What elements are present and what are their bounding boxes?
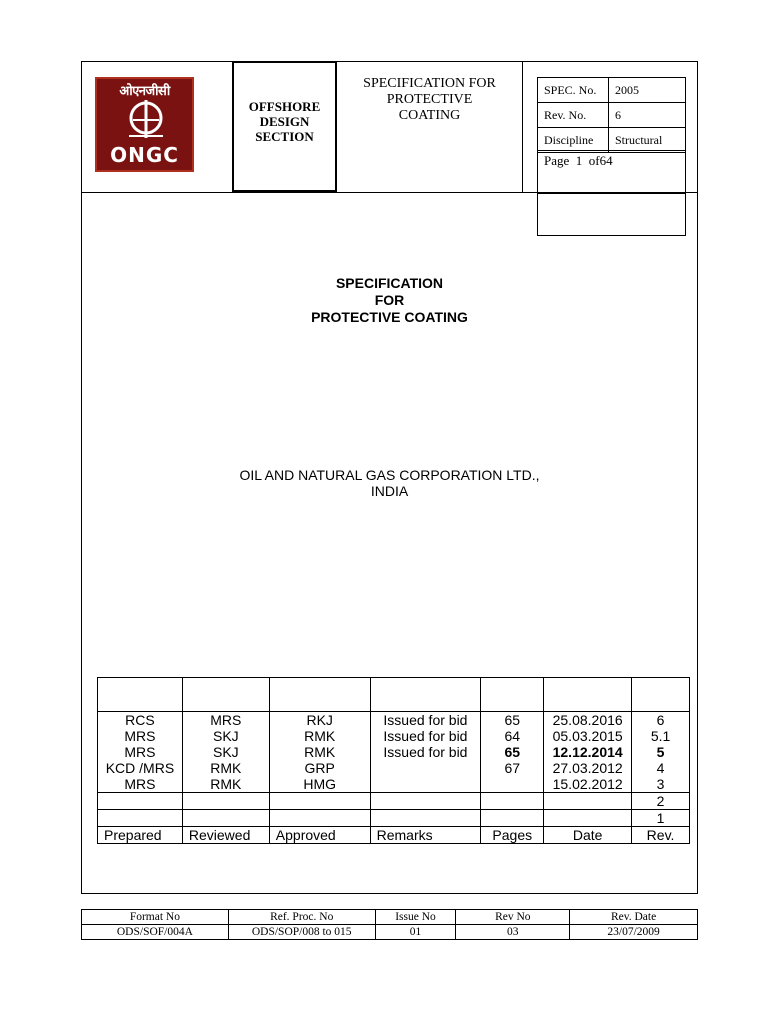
cell-pages	[481, 776, 544, 793]
cell-date: 05.03.2015	[544, 728, 632, 744]
logo-hindi-text: ओएनजीसी	[119, 84, 170, 99]
column-header-date: Date	[544, 827, 632, 844]
spec-info-table	[537, 77, 686, 153]
table-row	[98, 678, 690, 712]
spec-value: 2005	[615, 83, 639, 97]
cell-date: 25.08.2016	[544, 712, 632, 729]
document-title-line: PROTECTIVE COATING	[311, 309, 468, 325]
section-box	[232, 61, 337, 192]
footer-header: Issue No	[375, 910, 456, 925]
column-header-remarks: Remarks	[370, 827, 481, 844]
column-header-reviewed: Reviewed	[182, 827, 269, 844]
page-current: 1	[575, 153, 583, 168]
cell-date	[544, 793, 632, 810]
cell-rev: 5	[632, 744, 690, 760]
cell-remarks	[370, 760, 481, 776]
cell-pages: 67	[481, 760, 544, 776]
footer-value: 01	[375, 925, 456, 940]
page-box-divider	[538, 193, 685, 194]
page-of: of	[588, 153, 600, 168]
cell-prepared	[98, 793, 183, 810]
cell-prepared	[98, 810, 183, 827]
cell-rev: 3	[632, 776, 690, 793]
header-title-line: SPECIFICATION FOR	[363, 76, 496, 91]
spec-label: Discipline	[538, 128, 609, 152]
table-row	[98, 776, 690, 793]
cell-approved: GRP	[269, 760, 370, 776]
cell-remarks: Issued for bid	[370, 744, 481, 760]
cell-reviewed: RMK	[182, 776, 269, 793]
footer-value: ODS/SOF/004A	[82, 925, 229, 940]
column-header-rev: Rev.	[632, 827, 690, 844]
footer-header: Rev. Date	[570, 910, 698, 925]
cell-prepared: MRS	[98, 776, 183, 793]
table-row	[98, 744, 690, 760]
cell-date: 27.03.2012	[544, 760, 632, 776]
cell-approved	[269, 793, 370, 810]
header-title-line: PROTECTIVE	[386, 92, 473, 107]
cell-reviewed: SKJ	[182, 728, 269, 744]
spec-row	[538, 128, 685, 152]
page-label: Page	[544, 153, 570, 168]
table-row	[98, 810, 690, 827]
cell-rev: 2	[632, 793, 690, 810]
section-line: OFFSHORE	[248, 99, 321, 114]
footer-value: ODS/SOP/008 to 015	[228, 925, 375, 940]
cell-reviewed: RMK	[182, 760, 269, 776]
footer-header-row	[82, 910, 698, 925]
cell-prepared: MRS	[98, 744, 183, 760]
cell-pages: 65	[481, 744, 544, 760]
cell-approved	[269, 810, 370, 827]
spec-value: 6	[615, 108, 621, 122]
footer-value: 23/07/2009	[570, 925, 698, 940]
cell-rev: 5.1	[632, 728, 690, 744]
header-title-line: COATING	[398, 108, 461, 123]
page-total: 64	[599, 153, 613, 168]
cell-pages	[481, 793, 544, 810]
cell-approved: RMK	[269, 744, 370, 760]
cell-date: 15.02.2012	[544, 776, 632, 793]
cell-date	[544, 810, 632, 827]
document-title-line: FOR	[374, 292, 405, 308]
footer-header: Rev No	[456, 910, 570, 925]
section-line: SECTION	[255, 129, 314, 144]
spec-label: SPEC. No.	[538, 78, 609, 102]
footer-value: 03	[456, 925, 570, 940]
cell-approved: RKJ	[269, 712, 370, 729]
cell-pages: 64	[481, 728, 544, 744]
cell-prepared: MRS	[98, 728, 183, 744]
cell-remarks	[370, 810, 481, 827]
footer-header: Ref. Proc. No	[228, 910, 375, 925]
cell-rev: 1	[632, 810, 690, 827]
cell-approved: RMK	[269, 728, 370, 744]
spec-row	[538, 78, 685, 103]
page-number-box	[537, 150, 686, 236]
company-line: INDIA	[370, 483, 409, 499]
format-footer-table	[81, 909, 698, 940]
table-header-row	[98, 827, 690, 844]
spec-row	[538, 103, 685, 128]
header-doc-title	[337, 76, 522, 124]
table-row	[98, 728, 690, 744]
cell-reviewed	[182, 793, 269, 810]
footer-value-row	[82, 925, 698, 940]
company-name	[81, 467, 698, 499]
column-header-pages: Pages	[481, 827, 544, 844]
logo-emblem-icon	[121, 98, 171, 140]
page-number	[544, 153, 613, 169]
table-row	[98, 793, 690, 810]
cell-remarks: Issued for bid	[370, 712, 481, 729]
ongc-logo	[95, 77, 194, 172]
cell-approved: HMG	[269, 776, 370, 793]
cell-prepared: KCD /MRS	[98, 760, 183, 776]
revision-table	[97, 677, 690, 844]
table-row	[98, 760, 690, 776]
document-title-line: SPECIFICATION	[335, 275, 444, 291]
cell-pages: 65	[481, 712, 544, 729]
logo-wordmark: ONGC	[110, 143, 179, 167]
cell-reviewed: SKJ	[182, 744, 269, 760]
cell-remarks: Issued for bid	[370, 728, 481, 744]
table-row	[98, 712, 690, 729]
cell-prepared: RCS	[98, 712, 183, 729]
footer-header: Format No	[82, 910, 229, 925]
spec-value: Structural	[615, 133, 663, 147]
cell-pages	[481, 810, 544, 827]
cell-date: 12.12.2014	[544, 744, 632, 760]
cell-remarks	[370, 776, 481, 793]
header-column-divider	[522, 61, 523, 192]
cell-rev: 4	[632, 760, 690, 776]
spec-label: Rev. No.	[538, 103, 609, 127]
column-header-approved: Approved	[269, 827, 370, 844]
column-header-prepared: Prepared	[98, 827, 183, 844]
cell-reviewed: MRS	[182, 712, 269, 729]
document-title	[81, 275, 698, 326]
company-line: OIL AND NATURAL GAS CORPORATION LTD.,	[239, 467, 540, 483]
cell-reviewed	[182, 810, 269, 827]
cell-rev: 6	[632, 712, 690, 729]
section-line: DESIGN	[259, 114, 310, 129]
cell-remarks	[370, 793, 481, 810]
